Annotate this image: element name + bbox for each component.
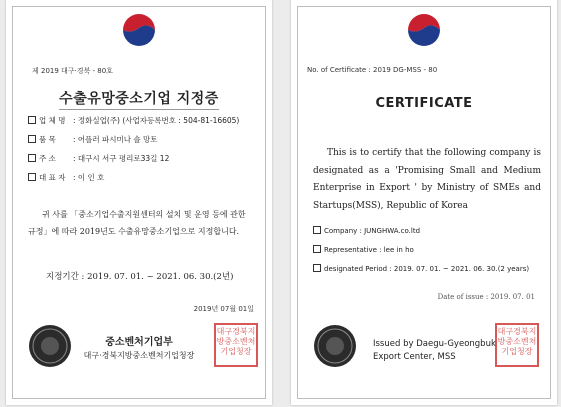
field-label: 주 소 xyxy=(39,154,56,163)
field-label: 업 체 명 xyxy=(39,116,66,125)
checkbox-bullet-icon xyxy=(28,135,36,143)
designation-period: 지정기간 : 2019. 07. 01. ~ 2021. 06. 30.(2년) xyxy=(46,272,234,282)
field-text: designated Period : 2019. 07. 01. ~ 2021. 06. 30.(2 years) xyxy=(324,265,530,273)
certificate-korean xyxy=(6,0,272,405)
field-text: Representative : lee in ho xyxy=(324,246,414,254)
government-emblem-icon xyxy=(119,8,159,48)
field-period xyxy=(313,264,529,273)
issuer-block xyxy=(373,338,496,364)
field-value: : 대구시 서구 평리로33길 12 xyxy=(73,154,170,163)
certificate-number: 제 2019 대구·경북 - 80호 xyxy=(32,67,113,75)
field-representative xyxy=(28,172,104,183)
certificate-number: No. of Certificate : 2019 DG-MSS - 80 xyxy=(307,66,438,74)
certificate-english xyxy=(291,0,557,405)
issuer-line-1: Issued by Daegu-Gyeongbuk xyxy=(373,339,496,349)
field-value: : 정화실업(주) (사업자등록번호 : 504-81-16605) xyxy=(73,116,240,125)
issuer-line-2: Export Center, MSS xyxy=(373,352,456,362)
field-label: 대 표 자 xyxy=(39,173,66,182)
certificate-title: CERTIFICATE xyxy=(375,96,473,111)
field-representative xyxy=(313,245,414,254)
field-company xyxy=(28,115,239,126)
certificate-title xyxy=(6,88,272,108)
official-seal-icon xyxy=(313,324,357,368)
certificate-body: 귀 사를 「중소기업수출지원센터의 설치 및 운영 등에 관한 규정」에 따라 2019년도 수출유망중소기업으로 지정합니다. xyxy=(28,210,246,236)
stamp-text: 대구경북지방중소벤처기업청장 xyxy=(497,327,537,356)
field-item xyxy=(28,134,158,145)
stamp-text: 대구경북지방중소벤처기업청장 xyxy=(216,327,256,356)
official-stamp xyxy=(214,323,258,367)
official-stamp xyxy=(495,323,539,367)
checkbox-bullet-icon xyxy=(313,245,321,253)
field-address xyxy=(28,153,169,164)
field-value: : 이 인 호 xyxy=(73,173,105,182)
checkbox-bullet-icon xyxy=(28,173,36,181)
certificate-body: This is to certify that the following company is designated as a 'Promising Small and Medium Enterprise in Export ' by Ministry of SMEs and Startups(MSS), Republic of Korea xyxy=(313,148,541,211)
issue-date: Date of issue : 2019. 07. 01 xyxy=(437,293,535,301)
issue-date: 2019년 07월 01일 xyxy=(193,305,254,313)
government-emblem-icon xyxy=(404,8,444,48)
checkbox-bullet-icon xyxy=(28,154,36,162)
checkbox-bullet-icon xyxy=(313,226,321,234)
field-text: Company : JUNGHWA.co.ltd xyxy=(324,227,421,235)
checkbox-bullet-icon xyxy=(28,116,36,124)
issuer-name: 중소벤처기업부 xyxy=(105,337,173,348)
title-text: 수출유망중소기업 지정증 xyxy=(59,91,219,110)
field-company xyxy=(313,226,420,235)
issuer-subname: 대구·경북지방중소벤처기업청장 xyxy=(83,351,195,360)
checkbox-bullet-icon xyxy=(313,264,321,272)
field-value: : 어플러 파시미나 숄 망토 xyxy=(73,135,158,144)
field-label: 품 목 xyxy=(39,135,56,144)
